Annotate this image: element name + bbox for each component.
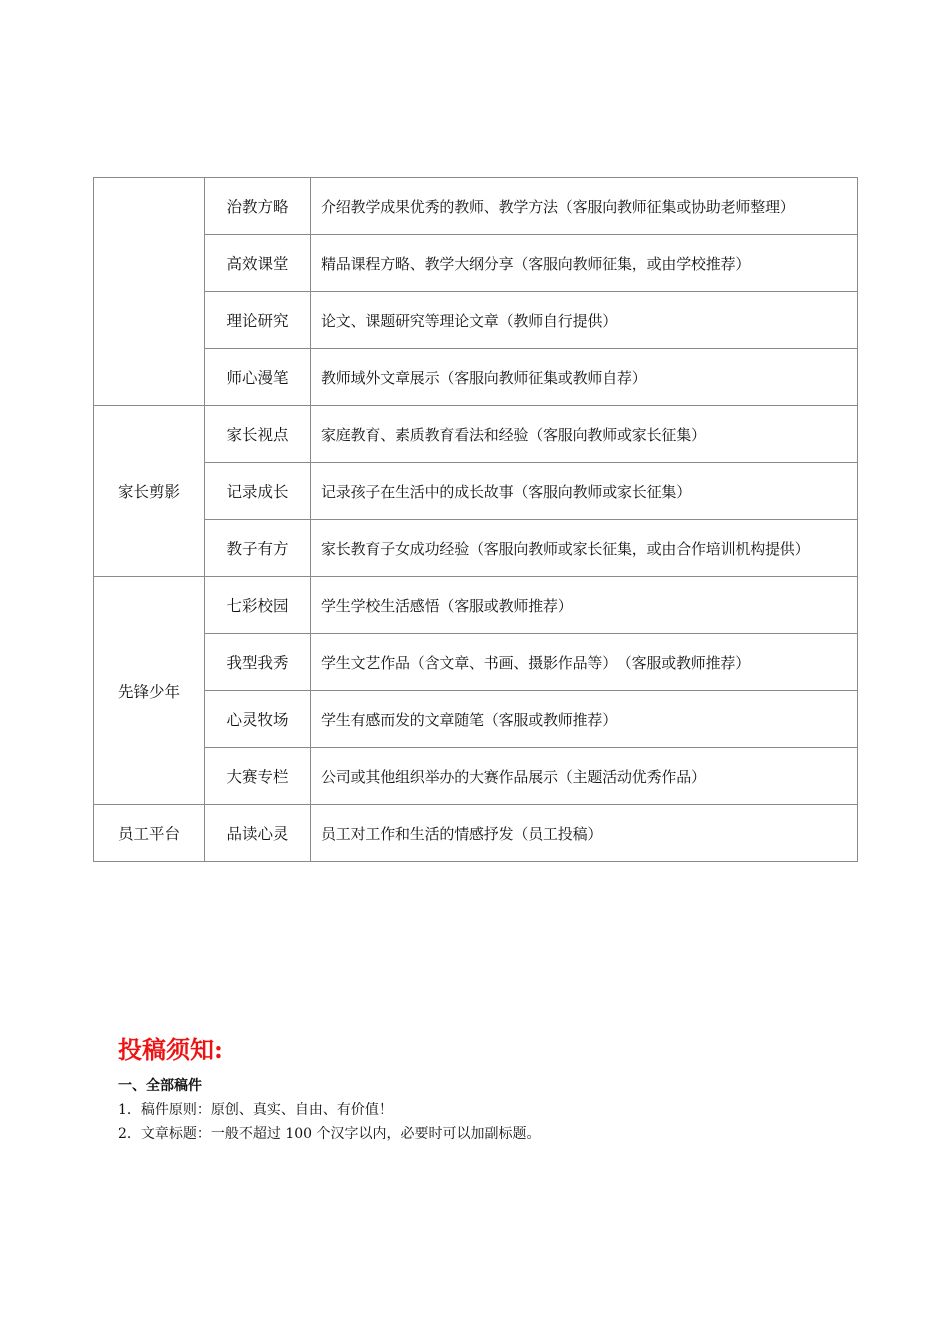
- description-cell: 精品课程方略、教学大纲分享（客服向教师征集，或由学校推荐）: [311, 235, 858, 292]
- description-cell: 论文、课题研究等理论文章（教师自行提供）: [311, 292, 858, 349]
- description-cell: 学生学校生活感悟（客服或教师推荐）: [311, 577, 858, 634]
- notes-section-heading: 一、全部稿件: [118, 1078, 202, 1094]
- table-row: [94, 577, 858, 634]
- table-row: [94, 748, 858, 805]
- subcolumn-cell: 我型我秀: [205, 634, 311, 691]
- subcolumn-cell: 七彩校园: [205, 577, 311, 634]
- subcolumn-cell: 品读心灵: [205, 805, 311, 862]
- table-row: [94, 634, 858, 691]
- subcolumn-cell: 理论研究: [205, 292, 311, 349]
- description-cell: 员工对工作和生活的情感抒发（员工投稿）: [311, 805, 858, 862]
- description-cell: 公司或其他组织举办的大赛作品展示（主题活动优秀作品）: [311, 748, 858, 805]
- category-cell-teacher: [94, 178, 205, 406]
- subcolumn-cell: 记录成长: [205, 463, 311, 520]
- subcolumn-cell: 大赛专栏: [205, 748, 311, 805]
- description-cell: 学生有感而发的文章随笔（客服或教师推荐）: [311, 691, 858, 748]
- table-row: [94, 406, 858, 463]
- description-cell: 介绍教学成果优秀的教师、教学方法（客服向教师征集或协助老师整理）: [311, 178, 858, 235]
- subcolumn-cell: 家长视点: [205, 406, 311, 463]
- table-row: [94, 235, 858, 292]
- column-table: [93, 177, 858, 862]
- category-cell-staff: 员工平台: [94, 805, 205, 862]
- subcolumn-cell: 治教方略: [205, 178, 311, 235]
- description-cell: 记录孩子在生活中的成长故事（客服向教师或家长征集）: [311, 463, 858, 520]
- description-cell: 教师域外文章展示（客服向教师征集或教师自荐）: [311, 349, 858, 406]
- table-row: [94, 691, 858, 748]
- category-cell-parents: 家长剪影: [94, 406, 205, 577]
- subcolumn-cell: 心灵牧场: [205, 691, 311, 748]
- table-row: [94, 463, 858, 520]
- subcolumn-cell: 教子有方: [205, 520, 311, 577]
- subcolumn-cell: 师心漫笔: [205, 349, 311, 406]
- table-row: [94, 805, 858, 862]
- notes-title: 投稿须知:: [118, 1035, 223, 1064]
- table-row: [94, 292, 858, 349]
- table-row: [94, 178, 858, 235]
- table-row: [94, 520, 858, 577]
- submission-notes: [118, 1030, 838, 1146]
- notes-item: 2．文章标题：一般不超过 100 个汉字以内，必要时可以加副标题。: [118, 1126, 541, 1142]
- subcolumn-cell: 高效课堂: [205, 235, 311, 292]
- table-row: [94, 349, 858, 406]
- description-cell: 家长教育子女成功经验（客服向教师或家长征集，或由合作培训机构提供）: [311, 520, 858, 577]
- notes-item: 1．稿件原则：原创、真实、自由、有价值！: [118, 1102, 393, 1118]
- category-cell-students: 先锋少年: [94, 577, 205, 805]
- description-cell: 家庭教育、素质教育看法和经验（客服向教师或家长征集）: [311, 406, 858, 463]
- description-cell: 学生文艺作品（含文章、书画、摄影作品等） （客服或教师推荐）: [311, 634, 858, 691]
